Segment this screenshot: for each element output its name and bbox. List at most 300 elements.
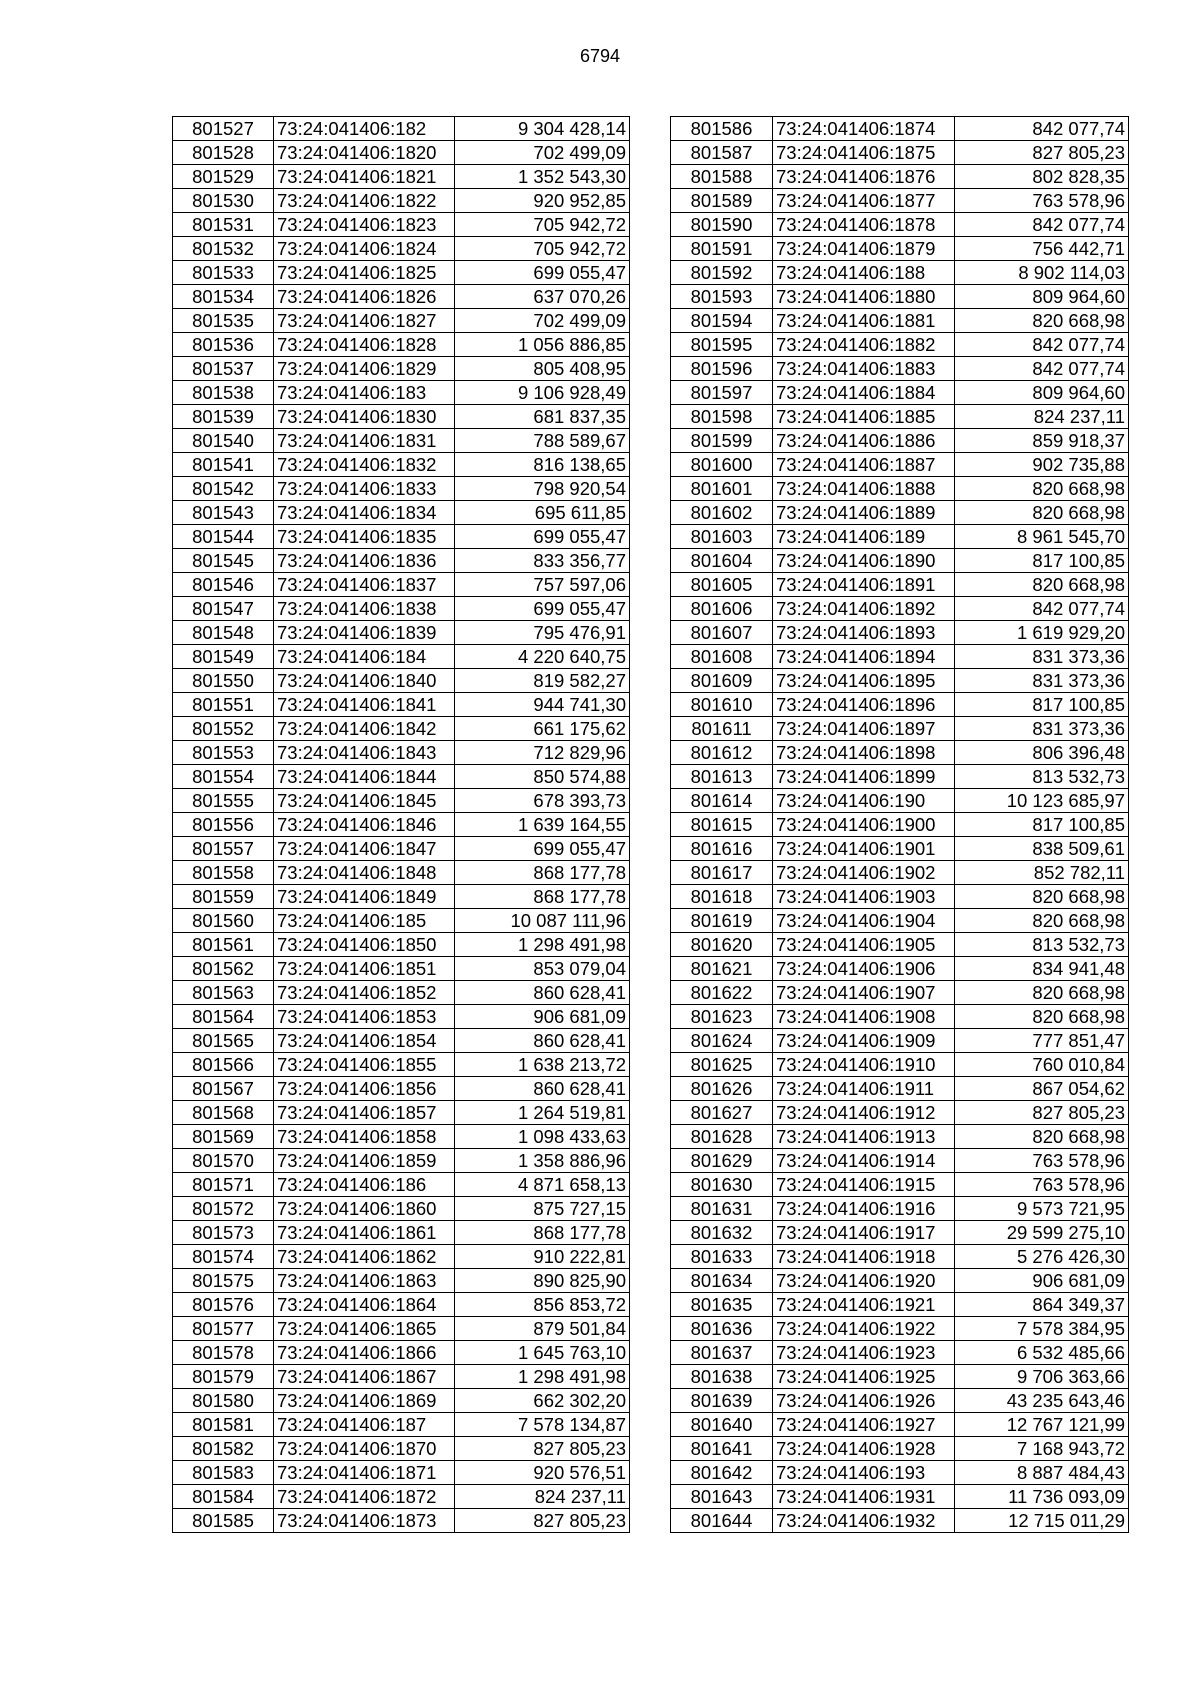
table-row — [173, 837, 630, 861]
table-row — [173, 1077, 630, 1101]
table-row — [671, 741, 1129, 765]
cadastral-number-cell: 73:24:041406:1850 — [274, 933, 455, 957]
value-cell: 798 920,54 — [455, 477, 630, 501]
value-cell: 1 264 519,81 — [455, 1101, 630, 1125]
row-number-cell: 801558 — [173, 861, 274, 885]
row-number-cell: 801617 — [671, 861, 773, 885]
table-row — [173, 1245, 630, 1269]
table-row — [671, 1197, 1129, 1221]
cadastral-number-cell: 73:24:041406:1899 — [773, 765, 955, 789]
row-number-cell: 801569 — [173, 1125, 274, 1149]
value-cell: 906 681,09 — [455, 1005, 630, 1029]
row-number-cell: 801556 — [173, 813, 274, 837]
value-cell: 856 853,72 — [455, 1293, 630, 1317]
cadastral-number-cell: 73:24:041406:1853 — [274, 1005, 455, 1029]
cadastral-number-cell: 73:24:041406:1862 — [274, 1245, 455, 1269]
value-cell: 842 077,74 — [955, 117, 1129, 141]
value-cell: 860 628,41 — [455, 981, 630, 1005]
row-number-cell: 801570 — [173, 1149, 274, 1173]
value-cell: 944 741,30 — [455, 693, 630, 717]
row-number-cell: 801620 — [671, 933, 773, 957]
value-cell: 795 476,91 — [455, 621, 630, 645]
right-table-body — [671, 117, 1129, 1533]
table-row — [671, 1245, 1129, 1269]
cadastral-number-cell: 73:24:041406:1905 — [773, 933, 955, 957]
row-number-cell: 801600 — [671, 453, 773, 477]
value-cell: 809 964,60 — [955, 285, 1129, 309]
row-number-cell: 801619 — [671, 909, 773, 933]
value-cell: 842 077,74 — [955, 213, 1129, 237]
row-number-cell: 801563 — [173, 981, 274, 1005]
value-cell: 819 582,27 — [455, 669, 630, 693]
table-row — [671, 453, 1129, 477]
row-number-cell: 801543 — [173, 501, 274, 525]
value-cell: 824 237,11 — [455, 1485, 630, 1509]
row-number-cell: 801575 — [173, 1269, 274, 1293]
table-row — [671, 1149, 1129, 1173]
table-row — [671, 261, 1129, 285]
row-number-cell: 801629 — [671, 1149, 773, 1173]
value-cell: 802 828,35 — [955, 165, 1129, 189]
cadastral-number-cell: 73:24:041406:1857 — [274, 1101, 455, 1125]
row-number-cell: 801597 — [671, 381, 773, 405]
row-number-cell: 801542 — [173, 477, 274, 501]
table-row — [671, 981, 1129, 1005]
row-number-cell: 801568 — [173, 1101, 274, 1125]
table-row — [671, 501, 1129, 525]
table-row — [173, 117, 630, 141]
cadastral-number-cell: 73:24:041406:1894 — [773, 645, 955, 669]
value-cell: 813 532,73 — [955, 765, 1129, 789]
table-row — [173, 429, 630, 453]
table-row — [671, 1485, 1129, 1509]
row-number-cell: 801618 — [671, 885, 773, 909]
cadastral-number-cell: 73:24:041406:1882 — [773, 333, 955, 357]
table-row — [671, 477, 1129, 501]
table-row — [671, 213, 1129, 237]
row-number-cell: 801642 — [671, 1461, 773, 1485]
row-number-cell: 801567 — [173, 1077, 274, 1101]
row-number-cell: 801546 — [173, 573, 274, 597]
cadastral-number-cell: 73:24:041406:1835 — [274, 525, 455, 549]
row-number-cell: 801573 — [173, 1221, 274, 1245]
table-row — [671, 1365, 1129, 1389]
value-cell: 9 304 428,14 — [455, 117, 630, 141]
value-cell: 5 276 426,30 — [955, 1245, 1129, 1269]
cadastral-number-cell: 73:24:041406:1872 — [274, 1485, 455, 1509]
value-cell: 850 574,88 — [455, 765, 630, 789]
cadastral-number-cell: 73:24:041406:1883 — [773, 357, 955, 381]
value-cell: 820 668,98 — [955, 477, 1129, 501]
cadastral-number-cell: 73:24:041406:1851 — [274, 957, 455, 981]
value-cell: 1 638 213,72 — [455, 1053, 630, 1077]
value-cell: 859 918,37 — [955, 429, 1129, 453]
table-row — [173, 1341, 630, 1365]
cadastral-number-cell: 73:24:041406:1821 — [274, 165, 455, 189]
value-cell: 1 098 433,63 — [455, 1125, 630, 1149]
value-cell: 831 373,36 — [955, 645, 1129, 669]
table-row — [173, 525, 630, 549]
row-number-cell: 801640 — [671, 1413, 773, 1437]
value-cell: 817 100,85 — [955, 693, 1129, 717]
table-row — [173, 1149, 630, 1173]
value-cell: 8 887 484,43 — [955, 1461, 1129, 1485]
row-number-cell: 801559 — [173, 885, 274, 909]
cadastral-number-cell: 73:24:041406:1909 — [773, 1029, 955, 1053]
table-row — [671, 1341, 1129, 1365]
row-number-cell: 801590 — [671, 213, 773, 237]
row-number-cell: 801632 — [671, 1221, 773, 1245]
row-number-cell: 801599 — [671, 429, 773, 453]
row-number-cell: 801580 — [173, 1389, 274, 1413]
table-row — [671, 429, 1129, 453]
row-number-cell: 801548 — [173, 621, 274, 645]
row-number-cell: 801552 — [173, 717, 274, 741]
row-number-cell: 801549 — [173, 645, 274, 669]
cadastral-number-cell: 73:24:041406:182 — [274, 117, 455, 141]
table-row — [671, 789, 1129, 813]
row-number-cell: 801551 — [173, 693, 274, 717]
table-row — [671, 669, 1129, 693]
table-row — [671, 141, 1129, 165]
table-row — [173, 1413, 630, 1437]
row-number-cell: 801539 — [173, 405, 274, 429]
row-number-cell: 801532 — [173, 237, 274, 261]
value-cell: 868 177,78 — [455, 885, 630, 909]
table-row — [671, 1221, 1129, 1245]
row-number-cell: 801621 — [671, 957, 773, 981]
row-number-cell: 801609 — [671, 669, 773, 693]
row-number-cell: 801557 — [173, 837, 274, 861]
value-cell: 678 393,73 — [455, 789, 630, 813]
table-row — [173, 1509, 630, 1533]
value-cell: 7 578 134,87 — [455, 1413, 630, 1437]
cadastral-number-cell: 73:24:041406:1830 — [274, 405, 455, 429]
cadastral-number-cell: 73:24:041406:1910 — [773, 1053, 955, 1077]
row-number-cell: 801554 — [173, 765, 274, 789]
cadastral-number-cell: 73:24:041406:1880 — [773, 285, 955, 309]
value-cell: 699 055,47 — [455, 837, 630, 861]
table-row — [671, 621, 1129, 645]
cadastral-number-cell: 73:24:041406:189 — [773, 525, 955, 549]
value-cell: 788 589,67 — [455, 429, 630, 453]
cadastral-number-cell: 73:24:041406:1904 — [773, 909, 955, 933]
value-cell: 695 611,85 — [455, 501, 630, 525]
table-row — [671, 381, 1129, 405]
cadastral-number-cell: 73:24:041406:1875 — [773, 141, 955, 165]
value-cell: 29 599 275,10 — [955, 1221, 1129, 1245]
row-number-cell: 801638 — [671, 1365, 773, 1389]
cadastral-number-cell: 73:24:041406:1913 — [773, 1125, 955, 1149]
row-number-cell: 801637 — [671, 1341, 773, 1365]
value-cell: 842 077,74 — [955, 333, 1129, 357]
row-number-cell: 801612 — [671, 741, 773, 765]
table-row — [173, 861, 630, 885]
cadastral-number-cell: 73:24:041406:1870 — [274, 1437, 455, 1461]
value-cell: 661 175,62 — [455, 717, 630, 741]
cadastral-number-cell: 73:24:041406:1889 — [773, 501, 955, 525]
cadastral-number-cell: 73:24:041406:1863 — [274, 1269, 455, 1293]
value-cell: 8 902 114,03 — [955, 261, 1129, 285]
value-cell: 4 220 640,75 — [455, 645, 630, 669]
table-row — [173, 981, 630, 1005]
cadastral-number-cell: 73:24:041406:1897 — [773, 717, 955, 741]
row-number-cell: 801537 — [173, 357, 274, 381]
row-number-cell: 801579 — [173, 1365, 274, 1389]
table-row — [173, 885, 630, 909]
value-cell: 820 668,98 — [955, 573, 1129, 597]
table-row — [671, 1293, 1129, 1317]
value-cell: 1 619 929,20 — [955, 621, 1129, 645]
table-row — [671, 1389, 1129, 1413]
left-table — [172, 116, 630, 1533]
row-number-cell: 801616 — [671, 837, 773, 861]
row-number-cell: 801604 — [671, 549, 773, 573]
table-row — [671, 1509, 1129, 1533]
table-row — [671, 717, 1129, 741]
cadastral-number-cell: 73:24:041406:1840 — [274, 669, 455, 693]
cadastral-number-cell: 73:24:041406:1874 — [773, 117, 955, 141]
cadastral-number-cell: 73:24:041406:1902 — [773, 861, 955, 885]
table-row — [671, 405, 1129, 429]
row-number-cell: 801634 — [671, 1269, 773, 1293]
value-cell: 699 055,47 — [455, 261, 630, 285]
table-row — [173, 1437, 630, 1461]
cadastral-number-cell: 73:24:041406:1833 — [274, 477, 455, 501]
value-cell: 1 639 164,55 — [455, 813, 630, 837]
table-row — [671, 885, 1129, 909]
row-number-cell: 801547 — [173, 597, 274, 621]
cadastral-number-cell: 73:24:041406:1852 — [274, 981, 455, 1005]
value-cell: 809 964,60 — [955, 381, 1129, 405]
value-cell: 699 055,47 — [455, 525, 630, 549]
row-number-cell: 801534 — [173, 285, 274, 309]
table-row — [671, 525, 1129, 549]
table-row — [173, 213, 630, 237]
cadastral-number-cell: 73:24:041406:1887 — [773, 453, 955, 477]
cadastral-number-cell: 73:24:041406:1822 — [274, 189, 455, 213]
cadastral-number-cell: 73:24:041406:1925 — [773, 1365, 955, 1389]
cadastral-number-cell: 73:24:041406:1898 — [773, 741, 955, 765]
row-number-cell: 801583 — [173, 1461, 274, 1485]
row-number-cell: 801592 — [671, 261, 773, 285]
cadastral-number-cell: 73:24:041406:1901 — [773, 837, 955, 861]
cadastral-number-cell: 73:24:041406:1903 — [773, 885, 955, 909]
table-row — [671, 1077, 1129, 1101]
table-row — [671, 1029, 1129, 1053]
table-row — [671, 117, 1129, 141]
row-number-cell: 801528 — [173, 141, 274, 165]
row-number-cell: 801531 — [173, 213, 274, 237]
row-number-cell: 801607 — [671, 621, 773, 645]
row-number-cell: 801582 — [173, 1437, 274, 1461]
value-cell: 1 298 491,98 — [455, 1365, 630, 1389]
value-cell: 681 837,35 — [455, 405, 630, 429]
cadastral-number-cell: 73:24:041406:193 — [773, 1461, 955, 1485]
cadastral-number-cell: 73:24:041406:1895 — [773, 669, 955, 693]
value-cell: 757 597,06 — [455, 573, 630, 597]
cadastral-number-cell: 73:24:041406:1856 — [274, 1077, 455, 1101]
table-row — [173, 1389, 630, 1413]
cadastral-number-cell: 73:24:041406:1823 — [274, 213, 455, 237]
cadastral-number-cell: 73:24:041406:1891 — [773, 573, 955, 597]
value-cell: 920 576,51 — [455, 1461, 630, 1485]
cadastral-number-cell: 73:24:041406:184 — [274, 645, 455, 669]
value-cell: 777 851,47 — [955, 1029, 1129, 1053]
cadastral-number-cell: 73:24:041406:1928 — [773, 1437, 955, 1461]
right-table — [670, 116, 1129, 1533]
table-row — [173, 645, 630, 669]
row-number-cell: 801615 — [671, 813, 773, 837]
cadastral-number-cell: 73:24:041406:1878 — [773, 213, 955, 237]
value-cell: 705 942,72 — [455, 237, 630, 261]
value-cell: 906 681,09 — [955, 1269, 1129, 1293]
table-row — [671, 549, 1129, 573]
cadastral-number-cell: 73:24:041406:1825 — [274, 261, 455, 285]
row-number-cell: 801639 — [671, 1389, 773, 1413]
table-row — [671, 1269, 1129, 1293]
value-cell: 910 222,81 — [455, 1245, 630, 1269]
row-number-cell: 801643 — [671, 1485, 773, 1509]
row-number-cell: 801584 — [173, 1485, 274, 1509]
table-row — [671, 189, 1129, 213]
table-row — [671, 1125, 1129, 1149]
table-row — [173, 573, 630, 597]
cadastral-number-cell: 73:24:041406:1839 — [274, 621, 455, 645]
cadastral-number-cell: 73:24:041406:185 — [274, 909, 455, 933]
row-number-cell: 801596 — [671, 357, 773, 381]
table-row — [173, 1029, 630, 1053]
table-row — [173, 189, 630, 213]
row-number-cell: 801545 — [173, 549, 274, 573]
cadastral-number-cell: 73:24:041406:1866 — [274, 1341, 455, 1365]
row-number-cell: 801562 — [173, 957, 274, 981]
value-cell: 699 055,47 — [455, 597, 630, 621]
cadastral-number-cell: 73:24:041406:1911 — [773, 1077, 955, 1101]
table-row — [173, 813, 630, 837]
cadastral-number-cell: 73:24:041406:1876 — [773, 165, 955, 189]
cadastral-number-cell: 73:24:041406:1860 — [274, 1197, 455, 1221]
value-cell: 827 805,23 — [955, 1101, 1129, 1125]
row-number-cell: 801550 — [173, 669, 274, 693]
cadastral-number-cell: 73:24:041406:1879 — [773, 237, 955, 261]
value-cell: 702 499,09 — [455, 141, 630, 165]
value-cell: 11 736 093,09 — [955, 1485, 1129, 1509]
value-cell: 817 100,85 — [955, 813, 1129, 837]
row-number-cell: 801555 — [173, 789, 274, 813]
cadastral-number-cell: 73:24:041406:1865 — [274, 1317, 455, 1341]
cadastral-number-cell: 73:24:041406:1848 — [274, 861, 455, 885]
row-number-cell: 801625 — [671, 1053, 773, 1077]
cadastral-number-cell: 73:24:041406:1900 — [773, 813, 955, 837]
cadastral-number-cell: 73:24:041406:1884 — [773, 381, 955, 405]
row-number-cell: 801611 — [671, 717, 773, 741]
cadastral-number-cell: 73:24:041406:1827 — [274, 309, 455, 333]
cadastral-number-cell: 73:24:041406:1907 — [773, 981, 955, 1005]
cadastral-number-cell: 73:24:041406:1920 — [773, 1269, 955, 1293]
row-number-cell: 801603 — [671, 525, 773, 549]
row-number-cell: 801565 — [173, 1029, 274, 1053]
table-row — [173, 957, 630, 981]
table-row — [671, 765, 1129, 789]
table-row — [671, 1053, 1129, 1077]
table-row — [173, 261, 630, 285]
row-number-cell: 801561 — [173, 933, 274, 957]
table-row — [671, 693, 1129, 717]
table-row — [671, 597, 1129, 621]
value-cell: 902 735,88 — [955, 453, 1129, 477]
row-number-cell: 801581 — [173, 1413, 274, 1437]
cadastral-number-cell: 73:24:041406:1912 — [773, 1101, 955, 1125]
value-cell: 820 668,98 — [955, 909, 1129, 933]
cadastral-number-cell: 73:24:041406:1917 — [773, 1221, 955, 1245]
table-row — [671, 165, 1129, 189]
row-number-cell: 801644 — [671, 1509, 773, 1533]
cadastral-number-cell: 73:24:041406:1869 — [274, 1389, 455, 1413]
cadastral-number-cell: 73:24:041406:1837 — [274, 573, 455, 597]
row-number-cell: 801631 — [671, 1197, 773, 1221]
table-row — [173, 1461, 630, 1485]
cadastral-number-cell: 73:24:041406:1867 — [274, 1365, 455, 1389]
cadastral-number-cell: 73:24:041406:1844 — [274, 765, 455, 789]
cadastral-number-cell: 73:24:041406:1881 — [773, 309, 955, 333]
table-row — [173, 1197, 630, 1221]
cadastral-number-cell: 73:24:041406:1908 — [773, 1005, 955, 1029]
row-number-cell: 801589 — [671, 189, 773, 213]
cadastral-number-cell: 73:24:041406:1858 — [274, 1125, 455, 1149]
cadastral-number-cell: 73:24:041406:1890 — [773, 549, 955, 573]
row-number-cell: 801633 — [671, 1245, 773, 1269]
table-row — [671, 813, 1129, 837]
row-number-cell: 801564 — [173, 1005, 274, 1029]
value-cell: 805 408,95 — [455, 357, 630, 381]
table-row — [671, 1317, 1129, 1341]
table-row — [173, 1101, 630, 1125]
table-row — [173, 1221, 630, 1245]
value-cell: 824 237,11 — [955, 405, 1129, 429]
row-number-cell: 801601 — [671, 477, 773, 501]
cadastral-number-cell: 73:24:041406:1918 — [773, 1245, 955, 1269]
cadastral-number-cell: 73:24:041406:1836 — [274, 549, 455, 573]
row-number-cell: 801622 — [671, 981, 773, 1005]
value-cell: 817 100,85 — [955, 549, 1129, 573]
table-row — [671, 357, 1129, 381]
cadastral-number-cell: 73:24:041406:1826 — [274, 285, 455, 309]
row-number-cell: 801626 — [671, 1077, 773, 1101]
row-number-cell: 801540 — [173, 429, 274, 453]
row-number-cell: 801553 — [173, 741, 274, 765]
table-row — [173, 1173, 630, 1197]
table-row — [671, 1173, 1129, 1197]
table-row — [173, 765, 630, 789]
row-number-cell: 801614 — [671, 789, 773, 813]
cadastral-number-cell: 73:24:041406:1855 — [274, 1053, 455, 1077]
row-number-cell: 801627 — [671, 1101, 773, 1125]
cadastral-number-cell: 73:24:041406:1829 — [274, 357, 455, 381]
table-row — [671, 1101, 1129, 1125]
value-cell: 853 079,04 — [455, 957, 630, 981]
cadastral-number-cell: 73:24:041406:1892 — [773, 597, 955, 621]
row-number-cell: 801577 — [173, 1317, 274, 1341]
cadastral-number-cell: 73:24:041406:190 — [773, 789, 955, 813]
value-cell: 7 168 943,72 — [955, 1437, 1129, 1461]
table-row — [671, 285, 1129, 309]
table-row — [671, 237, 1129, 261]
table-row — [173, 285, 630, 309]
row-number-cell: 801635 — [671, 1293, 773, 1317]
table-row — [173, 501, 630, 525]
table-row — [173, 1293, 630, 1317]
